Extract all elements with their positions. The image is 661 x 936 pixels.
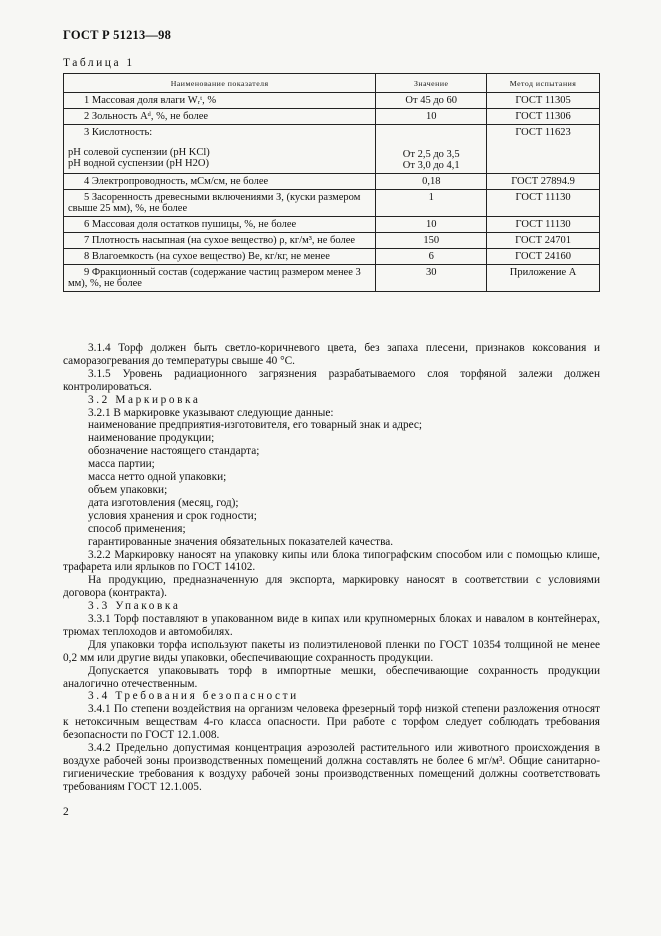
document-header: ГОСТ Р 51213—98 bbox=[63, 28, 172, 42]
table-row bbox=[64, 190, 600, 217]
row-method: ГОСТ 11623 bbox=[487, 125, 600, 174]
table-header-row bbox=[64, 74, 600, 93]
paragraph: 3.4.2 Предельно допустимая концентрация аэрозолей растительного или животного происхождения в воздухе рабочей зоны производственных помещений должна составлять не более 6 мг/м³. Общие санитарно-гигиенические требования к воздуху рабочей зоны производственных помещений должны соответствовать требованиям ГОСТ 12.1.005. bbox=[63, 742, 600, 793]
table-caption: Таблица 1 bbox=[63, 57, 135, 69]
row-method: ГОСТ 27894.9 bbox=[487, 174, 600, 190]
row-value-cell bbox=[376, 125, 487, 174]
paragraph: 3.3.1 Торф поставляют в упакованном виде в кипах или крупномерных блоках и навалом в контейнерах, трюмах теплоходов и автомобилях. bbox=[63, 613, 600, 638]
paragraph: 3.2.1 В маркировке указывают следующие данные: bbox=[88, 406, 334, 419]
row-name-cell bbox=[64, 125, 376, 174]
list-item: дата изготовления (месяц, год); bbox=[88, 496, 239, 509]
row-name: 4 Электропроводность, мСм/см, не более bbox=[64, 174, 376, 190]
table-row bbox=[64, 249, 600, 265]
row-name: 6 Массовая доля остатков пушицы, %, не более bbox=[64, 217, 376, 233]
row-method: ГОСТ 11305 bbox=[487, 93, 600, 109]
section-heading: 3.4 Требования безопасности bbox=[88, 690, 299, 703]
row-value: От 45 до 60 bbox=[376, 93, 487, 109]
row-value-sub: От 3,0 до 4,1 bbox=[402, 160, 460, 171]
paragraph: 3.1.4 Торф должен быть светло-коричневого цвета, без запаха плесени, признаков коксования и саморазогревания до температуры свыше 40 °С. bbox=[63, 342, 600, 367]
paragraph: 3.2.2 Маркировку наносят на упаковку кипы или блока типографским способом или с помощью клише, трафарета или ярлыков по ГОСТ 14102. bbox=[63, 548, 600, 574]
row-value: 0,18 bbox=[376, 174, 487, 190]
row-name: 8 Влагоемкость (на сухое вещество) Ве, кг/кг, не менее bbox=[64, 249, 376, 265]
list-item: объем упаковки; bbox=[88, 483, 168, 496]
list-item: условия хранения и срок годности; bbox=[88, 509, 257, 522]
paragraph: Допускается упаковывать торф в импортные мешки, обеспечивающие сохранность продукции аналогично отечественным. bbox=[63, 664, 600, 690]
row-name: 3 Кислотность: bbox=[84, 127, 153, 138]
row-method: ГОСТ 11306 bbox=[487, 109, 600, 125]
section-heading: 3.2 Маркировка bbox=[88, 393, 201, 406]
row-method: ГОСТ 24160 bbox=[487, 249, 600, 265]
row-name: 2 Зольность Aᵈ, %, не более bbox=[64, 109, 376, 125]
list-item: наименование продукции; bbox=[88, 432, 215, 445]
list-item: масса нетто одной упаковки; bbox=[88, 471, 227, 484]
document-body bbox=[63, 342, 600, 794]
paragraph: 3.4.1 По степени воздействия на организм человека фрезерный торф низкой степени разложения относят к нетоксичным веществам 4-го класса опасности. При работе с торфом следует соблюдать требования безопасности по ГОСТ 12.1.008. bbox=[63, 703, 600, 742]
row-name: 7 Плотность насыпная (на сухое вещество) ρ, кг/м³, не более bbox=[64, 233, 376, 249]
table-row bbox=[64, 174, 600, 190]
table-row bbox=[64, 93, 600, 109]
row-name: 5 Засоренность древесными включениями З, (куски размером свыше 25 мм), %, не более bbox=[64, 190, 376, 217]
row-method: ГОСТ 24701 bbox=[487, 233, 600, 249]
table-row bbox=[64, 265, 600, 292]
table-row bbox=[64, 125, 600, 174]
row-name: 9 Фракционный состав (содержание частиц размером менее 3 мм), %, не более bbox=[64, 265, 376, 292]
page-number: 2 bbox=[63, 806, 69, 818]
table-row bbox=[64, 233, 600, 249]
row-name-sub: pH солевой суспензии (pH KCl) bbox=[68, 147, 210, 158]
list-item: наименование предприятия-изготовителя, его товарный знак и адрес; bbox=[88, 419, 423, 432]
table-row bbox=[64, 109, 600, 125]
row-value: 10 bbox=[376, 109, 487, 125]
column-header-name: Наименование показателя bbox=[64, 74, 376, 93]
list-item: способ применения; bbox=[88, 522, 186, 535]
row-method: ГОСТ 11130 bbox=[487, 217, 600, 233]
list-item: гарантированные значения обязательных показателей качества. bbox=[88, 535, 394, 548]
section-heading: 3.3 Упаковка bbox=[88, 600, 181, 613]
row-value: 1 bbox=[376, 190, 487, 217]
paragraph: На продукцию, предназначенную для экспорта, маркировку наносят в соответствии с условиями договора (контракта). bbox=[63, 574, 600, 600]
row-method: Приложение А bbox=[487, 265, 600, 292]
column-header-value: Значение bbox=[376, 74, 487, 93]
row-value: 30 bbox=[376, 265, 487, 292]
row-method: ГОСТ 11130 bbox=[487, 190, 600, 217]
indicators-table bbox=[63, 73, 600, 292]
column-header-method: Метод испытания bbox=[487, 74, 600, 93]
paragraph: 3.1.5 Уровень радиационного загрязнения разрабатываемого слоя торфяной залежи должен контролироваться. bbox=[63, 367, 600, 393]
row-name-sub: pH водной суспензии (pH H2O) bbox=[68, 158, 209, 169]
row-value: 6 bbox=[376, 249, 487, 265]
row-value-sub: От 2,5 до 3,5 bbox=[402, 149, 460, 160]
row-name: 1 Массовая доля влаги Wᵣᵗ, % bbox=[64, 93, 376, 109]
list-item: масса партии; bbox=[88, 458, 155, 471]
paragraph: Для упаковки торфа используют пакеты из полиэтиленовой пленки по ГОСТ 10354 толщиной не менее 0,2 мм или другие виды упаковки, обеспечивающие сохранность продукции. bbox=[63, 638, 600, 664]
row-value: 150 bbox=[376, 233, 487, 249]
list-item: обозначение настоящего стандарта; bbox=[88, 445, 260, 458]
table-row bbox=[64, 217, 600, 233]
row-value: 10 bbox=[376, 217, 487, 233]
